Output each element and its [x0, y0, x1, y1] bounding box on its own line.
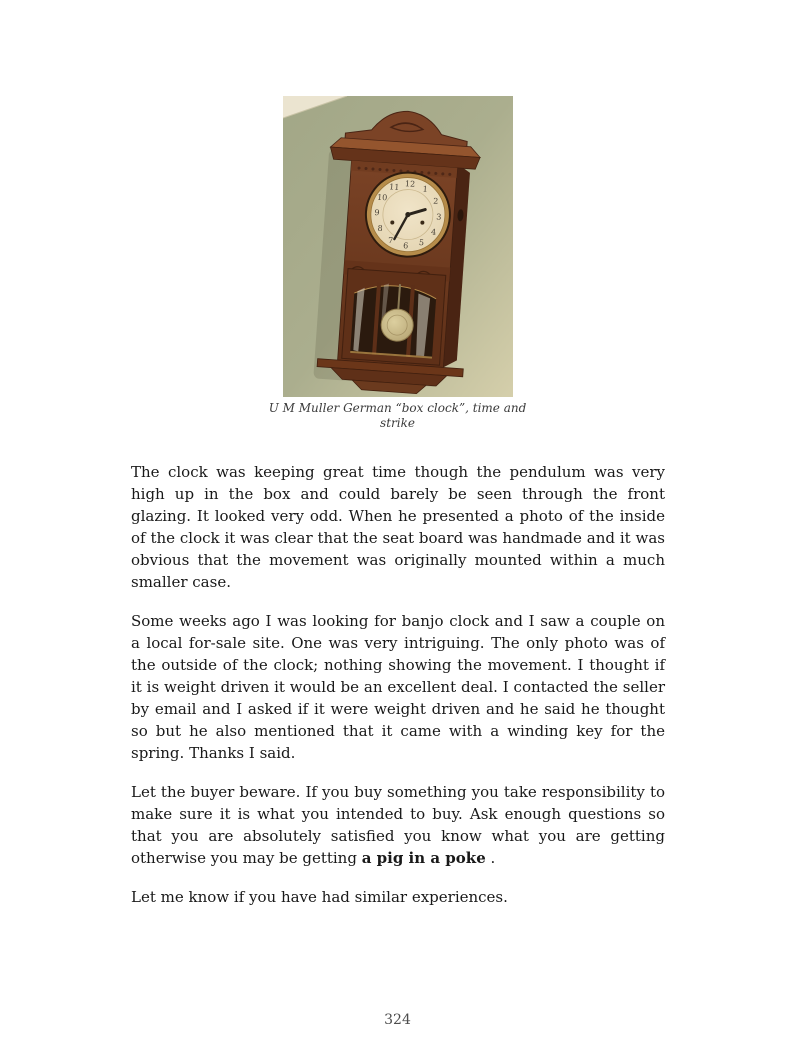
dial-numeral-11: 11 [388, 182, 400, 192]
buyer-beware-text: Let the buyer beware. If you buy something you take responsibility to make sure it is what you intended to buy. Ask enough questions so that you are absolutely satisfied you know what you are getting otherwise you may be getting [131, 783, 665, 867]
dial-numeral-2: 2 [432, 196, 439, 206]
paragraph-buyer-beware [131, 781, 665, 869]
bold-phrase-pig-in-a-poke: a pig in a poke [361, 849, 486, 867]
dial-numeral-4: 4 [430, 227, 436, 237]
page-number: 324 [384, 1012, 411, 1028]
caption-line-2: strike [380, 416, 415, 430]
dial-numeral-10: 10 [376, 192, 388, 203]
dial-numeral-1: 1 [421, 184, 428, 194]
wall-clock-illustration [283, 96, 513, 397]
glass-door [341, 269, 445, 366]
dial-numeral-8: 8 [376, 223, 383, 234]
buyer-beware-trailing: . [485, 849, 496, 867]
caption-line-1: U M Muller German “box clock”, time and [268, 401, 527, 415]
dial-numeral-12: 12 [404, 179, 415, 189]
dial-numeral-3: 3 [435, 212, 442, 222]
paragraph-clock-keeping-time: The clock was keeping great time though the pendulum was very high up in the box and could barely be seen through the front glazing. It looked very odd. When he presented a photo of the inside of the clock it was clear that the seat board was handmade and it was obvious that the movement was originally mounted within a much smaller case. [131, 463, 665, 591]
clock-photo [283, 96, 513, 397]
dial-numeral-5: 5 [418, 238, 424, 248]
dial-numeral-9: 9 [373, 208, 380, 218]
figure-caption [248, 401, 548, 431]
figure-clock [0, 0, 795, 431]
dial-numeral-7: 7 [387, 235, 393, 246]
paragraph-closing: Let me know if you have had similar experiences. [131, 888, 508, 906]
article-body [131, 461, 665, 908]
dial-numeral-6: 6 [402, 241, 409, 251]
paragraph-banjo-clock-search: Some weeks ago I was looking for banjo clock and I saw a couple on a local for-sale site. One was very intriguing. The only photo was of the outside of the clock; nothing showing the movement. I thought if it is weight driven it would be an excellent deal. I contacted the seller by email and I asked if it were weight driven and he said he thought so but he also mentioned that it came with a winding key for the spring. Thanks I said. [131, 612, 665, 762]
